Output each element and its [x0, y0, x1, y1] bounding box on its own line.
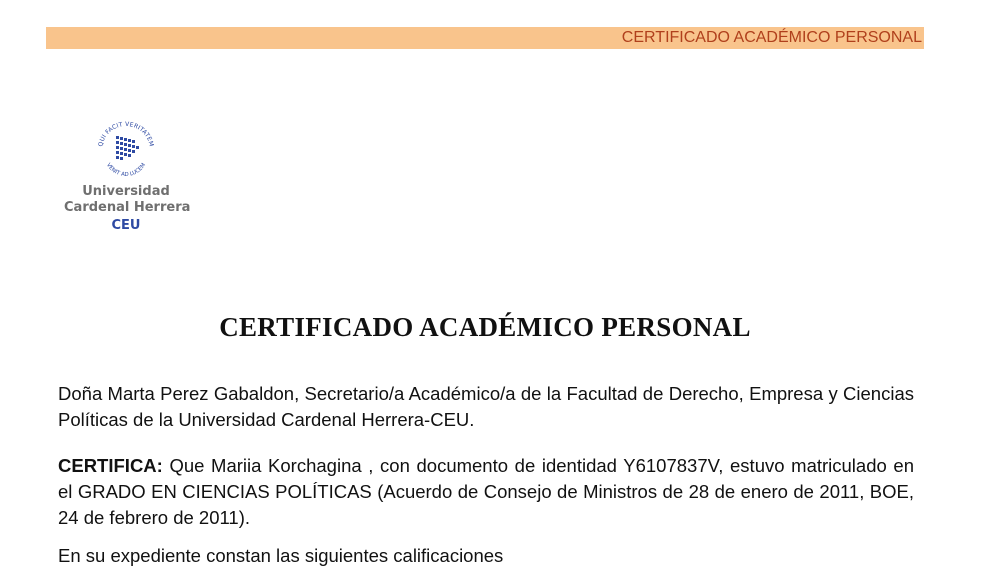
seal-dots-pattern [116, 136, 139, 160]
logo-line-cardenal-herrera: Cardenal Herrera [64, 200, 191, 215]
seal-top-text: QUI FACIT VERITATEM [97, 120, 155, 148]
logo-line-ceu: CEU [111, 218, 141, 233]
certifica-label: CERTIFICA: [58, 455, 163, 476]
seal-bottom-text: VENIT AD LUCEM [104, 162, 148, 179]
certifica-text: Que Mariia Korchagina , con documento de identidad Y6107837V, estuvo matriculado en el GRADO EN CIENCIAS POLÍTICAS (Acuerdo de Consejo de Ministros de 28 de enero de 2011, BOE, 24 de febrero de 2011). [58, 455, 914, 528]
header-title: CERTIFICADO ACADÉMICO PERSONAL [621, 29, 922, 46]
certifica-paragraph [58, 453, 914, 531]
expediente-line: En su expediente constan las siguientes calificaciones [58, 545, 504, 566]
university-logo [64, 116, 191, 236]
header-band [46, 27, 924, 49]
svg-text:VENIT AD LUCEM [105, 162, 147, 178]
university-seal-icon [94, 116, 158, 180]
intro-paragraph: Doña Marta Perez Gabaldon, Secretario/a Académico/a de la Facultad de Derecho, Empresa y Ciencias Políticas de la Universidad Cardenal Herrera-CEU. [58, 383, 914, 430]
logo-line-universidad: Universidad [82, 184, 170, 199]
document-title: CERTIFICADO ACADÉMICO PERSONAL [219, 312, 751, 342]
